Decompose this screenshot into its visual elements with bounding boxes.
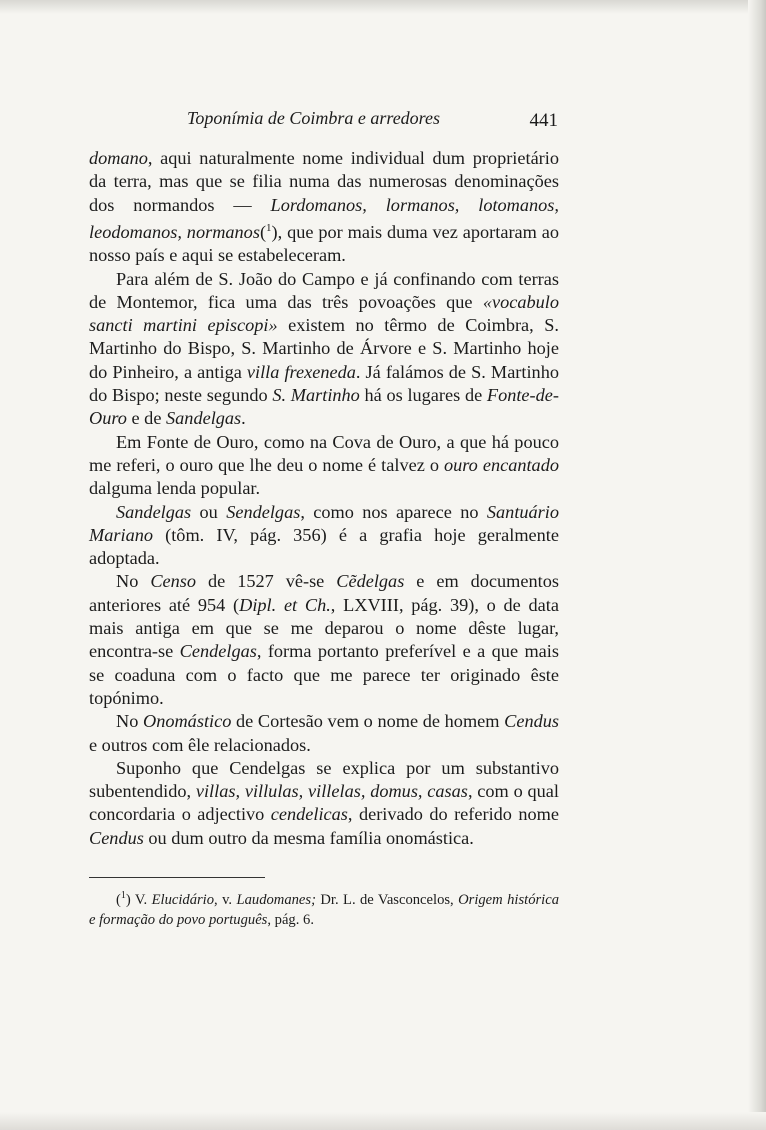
text-run: , aqui naturalmente nome individual dum proprietário da terra, mas que se filia numa das numerosas denominações dos normandos — bbox=[89, 148, 559, 215]
paragraph bbox=[89, 431, 559, 501]
text-run: Dr. L. de Vasconcelos, bbox=[315, 891, 459, 908]
italic-text: Onomástico bbox=[143, 711, 232, 732]
text-run: Suponho que Cendelgas se explica por um substantivo subentendido, bbox=[89, 757, 559, 802]
text-run: No bbox=[116, 711, 143, 732]
text-run: Em Fonte de Ouro, como na Cova de Ouro, a que há pouco me referi, o ouro que lhe deu o nome é talvez o bbox=[89, 431, 559, 475]
italic-text: ouro encantado bbox=[443, 454, 559, 475]
text-run: e em documentos anteriores até 954 ( bbox=[89, 571, 559, 615]
paragraph bbox=[89, 501, 559, 571]
italic-text: «vocabulo sancti martini episcopi» bbox=[89, 291, 559, 336]
footnote-ref: 1 bbox=[266, 221, 272, 234]
paragraph bbox=[89, 570, 559, 710]
text-run: dalguma lenda popular. bbox=[89, 478, 261, 499]
italic-text: Fonte-de-Ouro bbox=[89, 385, 559, 429]
italic-text: Origem histórica e formação do povo português bbox=[89, 891, 559, 928]
text-run: , forma portanto preferível e a que mais se coaduna com o facto que me parece ter originado êste topónimo. bbox=[89, 641, 559, 708]
text-run: (tôm. IV, pág. 356) é a grafia hoje geralmente adoptada. bbox=[89, 524, 559, 569]
page-number: 441 bbox=[529, 110, 558, 131]
text-run: , pág. 6. bbox=[267, 911, 314, 928]
text-run: ) V. bbox=[125, 891, 152, 908]
italic-text: Censo bbox=[150, 571, 197, 592]
footnote-ref: 1 bbox=[120, 890, 126, 901]
paragraph bbox=[89, 268, 559, 431]
text-run: , v. bbox=[214, 891, 237, 908]
text-run: ), que por mais duma vez aportaram ao nosso país e aqui se estabeleceram. bbox=[89, 221, 559, 266]
italic-text: Cendelgas bbox=[179, 641, 257, 662]
footnotes bbox=[89, 886, 559, 930]
italic-text: Laudomanes; bbox=[236, 891, 316, 908]
text-run: , derivado do referido nome bbox=[347, 804, 559, 825]
page-edge-right bbox=[748, 0, 766, 1130]
body-text bbox=[89, 147, 559, 850]
footnote-rule bbox=[89, 877, 265, 878]
text-run: ou dum outro da mesma família onomástica. bbox=[143, 827, 474, 848]
page-header bbox=[90, 108, 558, 132]
italic-text: Cendus bbox=[504, 711, 559, 732]
text-run: e outros com êle relacionados. bbox=[89, 734, 311, 755]
paragraph bbox=[89, 757, 559, 850]
italic-text: cendelicas bbox=[270, 804, 348, 825]
italic-text: Sandelgas bbox=[166, 408, 242, 429]
italic-text: Dipl. et Ch. bbox=[239, 594, 331, 615]
italic-text: Cẽdelgas bbox=[336, 571, 405, 592]
text-run: e de bbox=[126, 408, 167, 429]
text-run: existem no têrmo de Coimbra, S. Martinho do Bispo, S. Martinho de Árvore e S. Martinho hoje do Pinheiro, a antiga bbox=[89, 315, 559, 382]
italic-text: Elucidário bbox=[151, 891, 215, 908]
text-run: ( bbox=[259, 221, 267, 242]
italic-text: villas, villulas, villelas, domus, casas bbox=[195, 781, 468, 802]
italic-text: domano bbox=[89, 148, 148, 168]
text-run: de Cortesão vem o nome de homem bbox=[231, 711, 505, 732]
text-run: de 1527 vê-se bbox=[196, 571, 337, 592]
text-run: . bbox=[241, 408, 246, 429]
italic-text: Sandelgas bbox=[116, 501, 192, 522]
text-run: há os lugares de bbox=[359, 385, 487, 406]
text-run: , LXVIII, pág. 39), o de data mais antiga em que se me deparou o nome dêste lugar, encontra-se bbox=[89, 594, 559, 662]
page-edge-bottom bbox=[0, 1112, 766, 1130]
italic-text: Santuário Mariano bbox=[89, 501, 560, 545]
text-run: ( bbox=[116, 891, 121, 908]
text-run: , com o qual concordaria o adjectivo bbox=[89, 781, 559, 825]
running-title: Toponímia de Coimbra e arredores bbox=[187, 108, 441, 128]
page-edge-top bbox=[0, 0, 766, 14]
paragraph bbox=[89, 710, 559, 757]
text-run: Para além de S. João do Campo e já confinando com terras de Montemor, fica uma das três povoações que bbox=[89, 268, 559, 312]
italic-text: villa frexeneda bbox=[246, 361, 356, 382]
footnote bbox=[89, 886, 559, 930]
text-run: . Já falámos de S. Martinho do Bispo; neste segundo bbox=[89, 361, 559, 406]
paragraph bbox=[89, 147, 559, 268]
text-run: ou bbox=[191, 501, 227, 522]
italic-text: S. Martinho bbox=[272, 385, 360, 406]
italic-text: Lordomanos, lormanos, lotomanos, leodomanos, normanos bbox=[89, 194, 559, 242]
text-run: , como nos aparece no bbox=[300, 501, 487, 522]
italic-text: Cendus bbox=[89, 827, 144, 848]
italic-text: Sendelgas bbox=[226, 501, 301, 522]
text-run: No bbox=[116, 571, 151, 592]
